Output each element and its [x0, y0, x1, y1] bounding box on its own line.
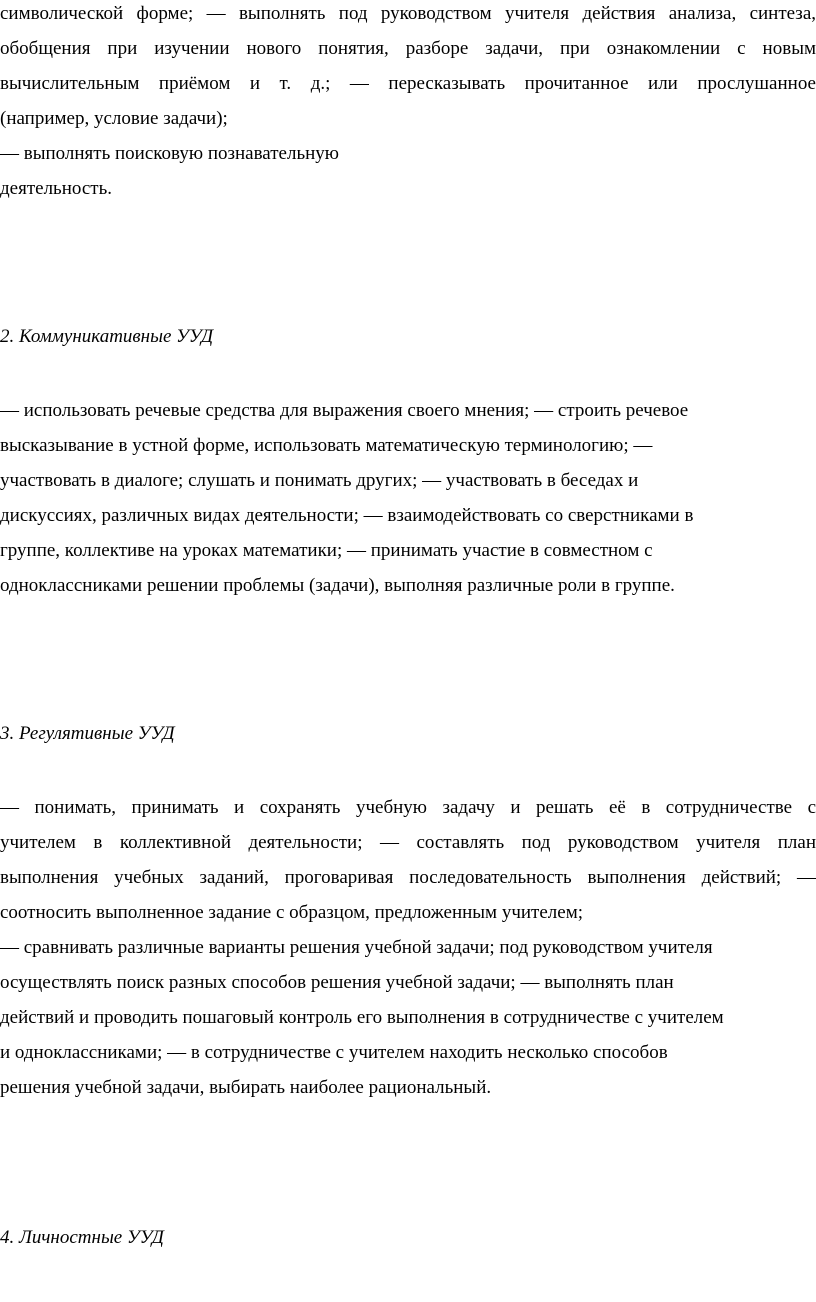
section-2-heading: 2. Коммуникативные УУД	[0, 326, 214, 347]
intro-line-5: — выполнять поисковую познавательную	[0, 143, 339, 164]
section-3-line-5: — сравнивать различные варианты решения учебной задачи; под руководством учителя	[0, 937, 713, 958]
intro-line-2: обобщения при изучении нового понятия, разборе задачи, при ознакомлении с новым	[0, 38, 816, 59]
section-2-line-2: высказывание в устной форме, использовать математическую терминологию; —	[0, 435, 653, 456]
section-2-line-6: одноклассниками решении проблемы (задачи), выполняя различные роли в группе.	[0, 575, 675, 596]
intro-line-1: символической форме; — выполнять под руководством учителя действия анализа, синтеза,	[0, 3, 816, 24]
section-3-line-2: учителем в коллективной деятельности; — составлять под руководством учителя план	[0, 832, 816, 853]
intro-line-3: вычислительным приёмом и т. д.; — пересказывать прочитанное или прослушанное	[0, 73, 816, 94]
section-3-line-6: осуществлять поиск разных способов решения учебной задачи; — выполнять план	[0, 972, 674, 993]
section-3-line-3: выполнения учебных заданий, проговаривая последовательность выполнения действий; —	[0, 867, 816, 888]
section-3-line-7: действий и проводить пошаговый контроль его выполнения в сотрудничестве с учителем	[0, 1007, 724, 1028]
section-3-heading: 3. Регулятивные УУД	[0, 723, 175, 744]
intro-line-4: (например, условие задачи);	[0, 108, 228, 129]
section-3-line-1: — понимать, принимать и сохранять учебную задачу и решать её в сотрудничестве с	[0, 797, 816, 818]
section-3-line-9: решения учебной задачи, выбирать наиболее рациональный.	[0, 1077, 492, 1098]
section-4-heading: 4. Личностные УУД	[0, 1227, 164, 1248]
section-2-line-4: дискуссиях, различных видах деятельности; — взаимодействовать со сверстниками в	[0, 505, 694, 526]
intro-line-6: деятельность.	[0, 178, 113, 199]
section-2-line-3: участвовать в диалоге; слушать и понимать других; — участвовать в беседах и	[0, 470, 639, 491]
section-2-line-1: — использовать речевые средства для выражения своего мнения; — строить речевое	[0, 400, 689, 421]
section-3-line-4: соотносить выполненное задание с образцом, предложенным учителем;	[0, 902, 583, 923]
section-3-line-8: и одноклассниками; — в сотрудничестве с учителем находить несколько способов	[0, 1042, 668, 1063]
section-2-line-5: группе, коллективе на уроках математики; — принимать участие в совместном с	[0, 540, 653, 561]
